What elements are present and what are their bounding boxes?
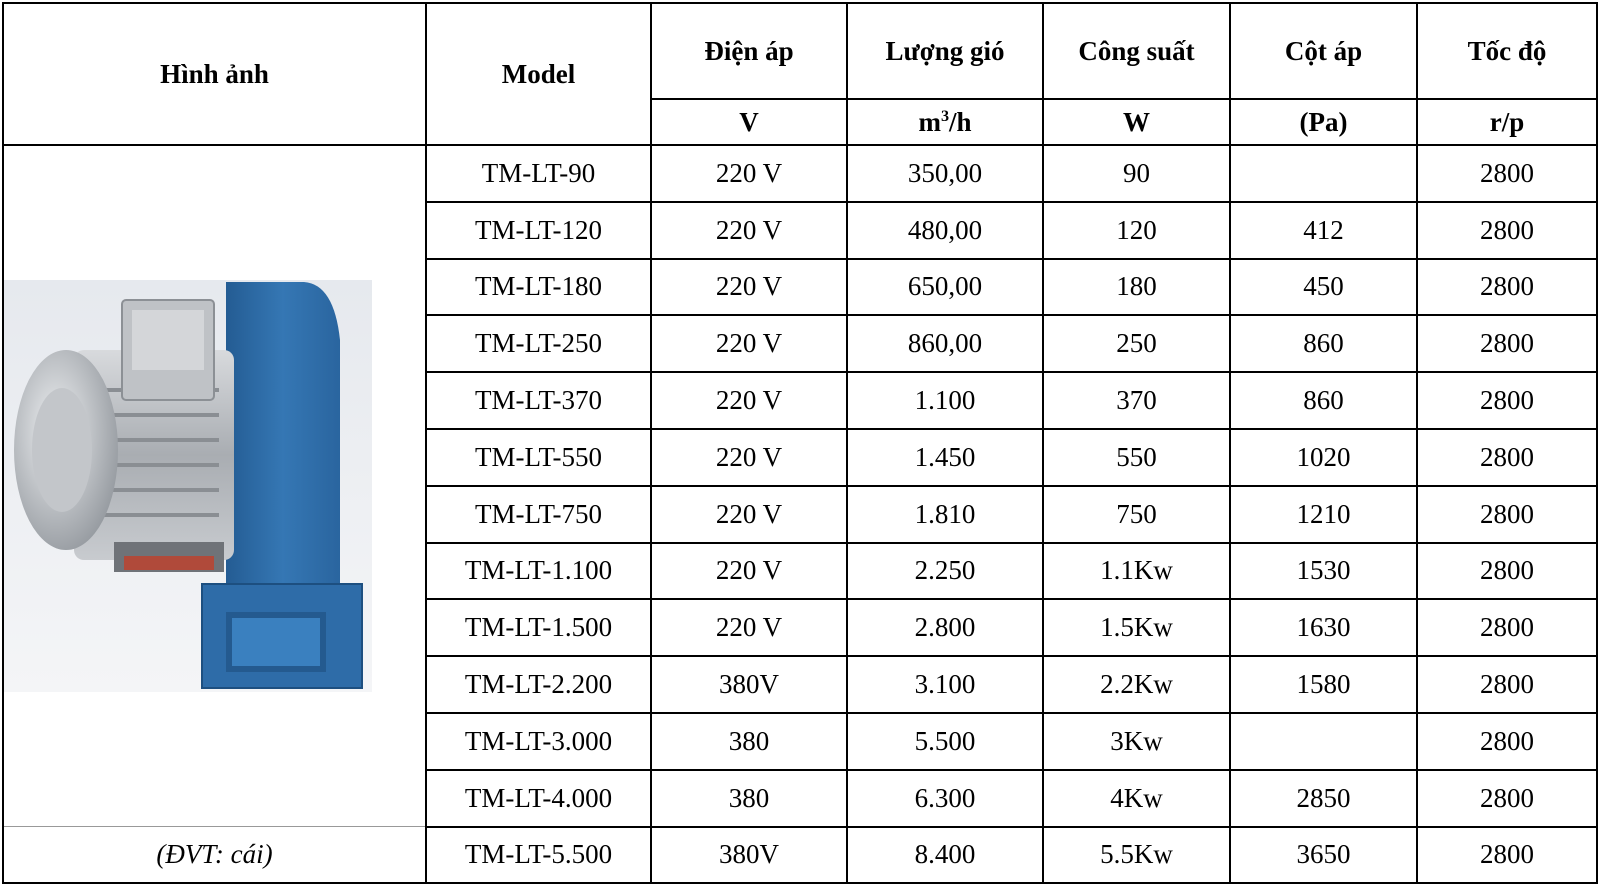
cell-power: 1.1Kw: [1043, 543, 1230, 600]
header-voltage: Điện áp: [651, 3, 847, 99]
cell-voltage: 220 V: [651, 145, 847, 202]
cell-model: TM-LT-1.500: [426, 599, 651, 656]
spec-sheet: [2, 2, 1596, 884]
cell-pressure: 450: [1230, 259, 1417, 316]
cell-speed: 2800: [1417, 372, 1597, 429]
cell-power: 3Kw: [1043, 713, 1230, 770]
cell-speed: 2800: [1417, 770, 1597, 827]
cell-airflow: 480,00: [847, 202, 1043, 259]
unit-airflow-base: m: [918, 106, 941, 137]
cell-voltage: 380V: [651, 827, 847, 884]
cell-model: TM-LT-5.500: [426, 827, 651, 884]
cell-model: TM-LT-180: [426, 259, 651, 316]
cell-model: TM-LT-750: [426, 486, 651, 543]
cell-model: TM-LT-3.000: [426, 713, 651, 770]
cell-voltage: 220 V: [651, 259, 847, 316]
cell-power: 370: [1043, 372, 1230, 429]
cell-power: 750: [1043, 486, 1230, 543]
cell-voltage: 220 V: [651, 372, 847, 429]
cell-power: 550: [1043, 429, 1230, 486]
cell-power: 5.5Kw: [1043, 827, 1230, 884]
cell-airflow: 860,00: [847, 315, 1043, 372]
cell-airflow: 2.250: [847, 543, 1043, 600]
cell-airflow: 8.400: [847, 827, 1043, 884]
header-airflow: Lượng gió: [847, 3, 1043, 99]
cell-pressure: 412: [1230, 202, 1417, 259]
cell-model: TM-LT-120: [426, 202, 651, 259]
image-cell: [3, 145, 426, 827]
cell-voltage: 220 V: [651, 486, 847, 543]
fan-spec-table: [2, 2, 1598, 884]
cell-airflow: 1.450: [847, 429, 1043, 486]
cell-model: TM-LT-550: [426, 429, 651, 486]
unit-pressure: (Pa): [1230, 99, 1417, 145]
cell-pressure: 1630: [1230, 599, 1417, 656]
unit-airflow-rest: /h: [949, 106, 972, 137]
cell-speed: 2800: [1417, 315, 1597, 372]
cell-power: 90: [1043, 145, 1230, 202]
cell-voltage: 220 V: [651, 202, 847, 259]
header-speed: Tốc độ: [1417, 3, 1597, 99]
header-row: [3, 3, 1597, 99]
unit-note: (ĐVT: cái): [3, 827, 426, 884]
cell-speed: 2800: [1417, 145, 1597, 202]
cell-airflow: 1.810: [847, 486, 1043, 543]
cell-model: TM-LT-370: [426, 372, 651, 429]
cell-speed: 2800: [1417, 202, 1597, 259]
cell-airflow: 350,00: [847, 145, 1043, 202]
table-row: [3, 827, 1597, 884]
cell-voltage: 380: [651, 713, 847, 770]
cell-voltage: 220 V: [651, 315, 847, 372]
cell-power: 180: [1043, 259, 1230, 316]
unit-speed: r/p: [1417, 99, 1597, 145]
cell-power: 1.5Kw: [1043, 599, 1230, 656]
cell-speed: 2800: [1417, 429, 1597, 486]
cell-pressure: 1210: [1230, 486, 1417, 543]
cell-power: 4Kw: [1043, 770, 1230, 827]
cell-voltage: 220 V: [651, 429, 847, 486]
cell-speed: 2800: [1417, 543, 1597, 600]
cell-model: TM-LT-250: [426, 315, 651, 372]
unit-airflow-sup: 3: [940, 106, 950, 125]
cell-pressure: 3650: [1230, 827, 1417, 884]
header-model: Model: [426, 3, 651, 145]
header-pressure: Cột áp: [1230, 3, 1417, 99]
cell-pressure: [1230, 713, 1417, 770]
fan-product-photo: [4, 280, 372, 692]
header-image: Hình ảnh: [3, 3, 426, 145]
cell-airflow: 6.300: [847, 770, 1043, 827]
cell-speed: 2800: [1417, 259, 1597, 316]
table-row: [3, 145, 1597, 202]
cell-pressure: 860: [1230, 315, 1417, 372]
cell-power: 120: [1043, 202, 1230, 259]
unit-power: W: [1043, 99, 1230, 145]
cell-pressure: 1580: [1230, 656, 1417, 713]
cell-model: TM-LT-90: [426, 145, 651, 202]
cell-speed: 2800: [1417, 656, 1597, 713]
cell-model: TM-LT-2.200: [426, 656, 651, 713]
cell-power: 2.2Kw: [1043, 656, 1230, 713]
unit-voltage: V: [651, 99, 847, 145]
header-power: Công suất: [1043, 3, 1230, 99]
cell-airflow: 3.100: [847, 656, 1043, 713]
cell-pressure: [1230, 145, 1417, 202]
cell-voltage: 220 V: [651, 543, 847, 600]
cell-power: 250: [1043, 315, 1230, 372]
cell-speed: 2800: [1417, 486, 1597, 543]
cell-voltage: 380: [651, 770, 847, 827]
cell-speed: 2800: [1417, 827, 1597, 884]
cell-pressure: 860: [1230, 372, 1417, 429]
cell-pressure: 1020: [1230, 429, 1417, 486]
unit-airflow: [847, 99, 1043, 145]
cell-pressure: 1530: [1230, 543, 1417, 600]
cell-model: TM-LT-1.100: [426, 543, 651, 600]
cell-airflow: 2.800: [847, 599, 1043, 656]
cell-model: TM-LT-4.000: [426, 770, 651, 827]
cell-speed: 2800: [1417, 713, 1597, 770]
cell-airflow: 5.500: [847, 713, 1043, 770]
cell-pressure: 2850: [1230, 770, 1417, 827]
cell-speed: 2800: [1417, 599, 1597, 656]
cell-airflow: 1.100: [847, 372, 1043, 429]
cell-voltage: 380V: [651, 656, 847, 713]
cell-airflow: 650,00: [847, 259, 1043, 316]
cell-voltage: 220 V: [651, 599, 847, 656]
